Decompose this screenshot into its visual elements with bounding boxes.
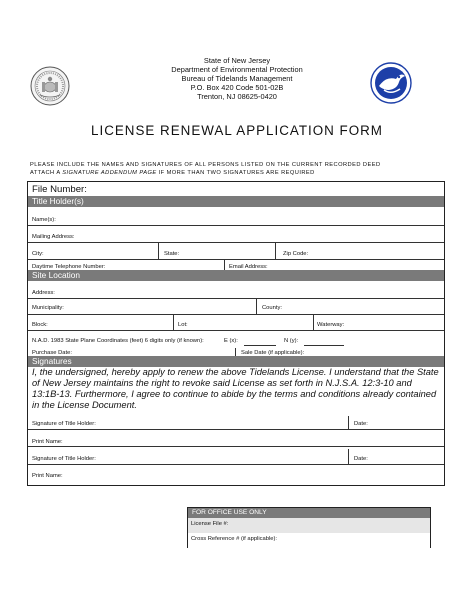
instruction-line-2 bbox=[30, 170, 381, 178]
instruction-line-1: PLEASE INCLUDE THE NAMES AND SIGNATURES OF ALL PERSONS LISTED ON THE CURRENT RECORDED DEED bbox=[30, 162, 381, 168]
signature-1-label: Signature of Title Holder: bbox=[32, 421, 96, 427]
instruction-emphasis: SIGNATURE ADDENDUM PAGE bbox=[62, 169, 157, 176]
names-field[interactable] bbox=[28, 225, 444, 226]
divider bbox=[275, 242, 276, 259]
block-label: Block: bbox=[32, 322, 48, 328]
section-header-site-location: Site Location bbox=[28, 270, 444, 281]
section-header-title-holders: Title Holder(s) bbox=[28, 196, 444, 207]
email-label: Email Address: bbox=[229, 264, 268, 270]
divider bbox=[256, 298, 257, 314]
license-file-row[interactable] bbox=[188, 518, 430, 534]
e-coordinate-label: E (x): bbox=[224, 338, 238, 344]
names-label: Name(s): bbox=[32, 217, 56, 223]
mailing-address-field[interactable] bbox=[28, 242, 444, 243]
divider bbox=[348, 416, 349, 429]
agency-line: Trenton, NJ 08625-0420 bbox=[197, 91, 277, 101]
agency-line: P.O. Box 420 Code 501-02B bbox=[190, 82, 284, 92]
agency-address bbox=[120, 57, 354, 102]
renewal-form bbox=[27, 181, 445, 486]
divider bbox=[173, 314, 174, 330]
declaration-text: I, the undersigned, hereby apply to renew the above Tidelands License. I understand that the State of New Jersey maintains the right to revoke said License as set forth in N.J.S.A. 12:3-10 and 13:1B-13. Furthermore, I agree to continue to abide by the terms and conditions already contained in the License Document. bbox=[32, 367, 439, 410]
e-coordinate-field[interactable] bbox=[244, 345, 276, 346]
signature-1-field[interactable] bbox=[28, 429, 444, 430]
print-name-1-field[interactable] bbox=[28, 446, 444, 447]
signature-2-field[interactable] bbox=[28, 464, 444, 465]
county-label: County: bbox=[262, 305, 282, 311]
signature-2-label: Signature of Title Holder: bbox=[32, 456, 96, 462]
sale-date-label: Sale Date (if applicable): bbox=[241, 350, 305, 356]
divider bbox=[348, 449, 349, 464]
city-state-zip-field[interactable] bbox=[28, 259, 444, 260]
instruction-text: ATTACH A bbox=[30, 169, 63, 176]
agency-line: Department of Environmental Protection bbox=[171, 64, 303, 74]
city-label: City: bbox=[32, 251, 44, 257]
state-label: State: bbox=[164, 251, 180, 257]
file-number-label: File Number: bbox=[32, 184, 87, 195]
section-header-signatures: Signatures bbox=[28, 356, 444, 367]
office-use-header: FOR OFFICE USE ONLY bbox=[188, 508, 430, 518]
date-1-label: Date: bbox=[354, 421, 368, 427]
instruction-text: IF MORE THAN TWO SIGNATURES ARE REQUIRED bbox=[156, 169, 315, 176]
date-2-label: Date: bbox=[354, 456, 368, 462]
municipality-label: Municipality: bbox=[32, 305, 64, 311]
office-use-box bbox=[187, 507, 431, 548]
purchase-date-label: Purchase Date: bbox=[32, 350, 72, 356]
license-file-label: License File #: bbox=[191, 521, 229, 527]
print-name-1-label: Print Name: bbox=[32, 439, 63, 445]
state-seal-icon bbox=[30, 66, 70, 106]
print-name-2-label: Print Name: bbox=[32, 473, 63, 479]
waterway-label: Waterway: bbox=[317, 322, 345, 328]
lot-label: Lot: bbox=[178, 322, 188, 328]
form-title: LICENSE RENEWAL APPLICATION FORM bbox=[91, 123, 383, 138]
divider bbox=[158, 242, 159, 259]
zip-label: Zip Code: bbox=[283, 251, 309, 257]
dep-logo-icon bbox=[370, 62, 412, 104]
mailing-address-label: Mailing Address: bbox=[32, 234, 75, 240]
cross-reference-row[interactable] bbox=[188, 533, 430, 548]
municipality-county-field[interactable] bbox=[28, 314, 444, 315]
block-lot-waterway-field[interactable] bbox=[28, 330, 444, 331]
n-coordinate-field[interactable] bbox=[304, 345, 344, 346]
divider bbox=[313, 314, 314, 330]
phone-label: Daytime Telephone Number: bbox=[32, 264, 106, 270]
instructions bbox=[30, 162, 381, 178]
site-address-field[interactable] bbox=[28, 298, 444, 299]
nad-label: N.A.D. 1983 State Plane Coordinates (feet) 6 digits only (if known): bbox=[32, 338, 204, 344]
agency-line: Bureau of Tidelands Management bbox=[181, 73, 293, 83]
agency-line: State of New Jersey bbox=[203, 56, 271, 65]
n-coordinate-label: N (y): bbox=[284, 338, 299, 344]
cross-reference-label: Cross Reference # (if applicable): bbox=[191, 536, 278, 542]
address-label: Address: bbox=[32, 290, 55, 296]
